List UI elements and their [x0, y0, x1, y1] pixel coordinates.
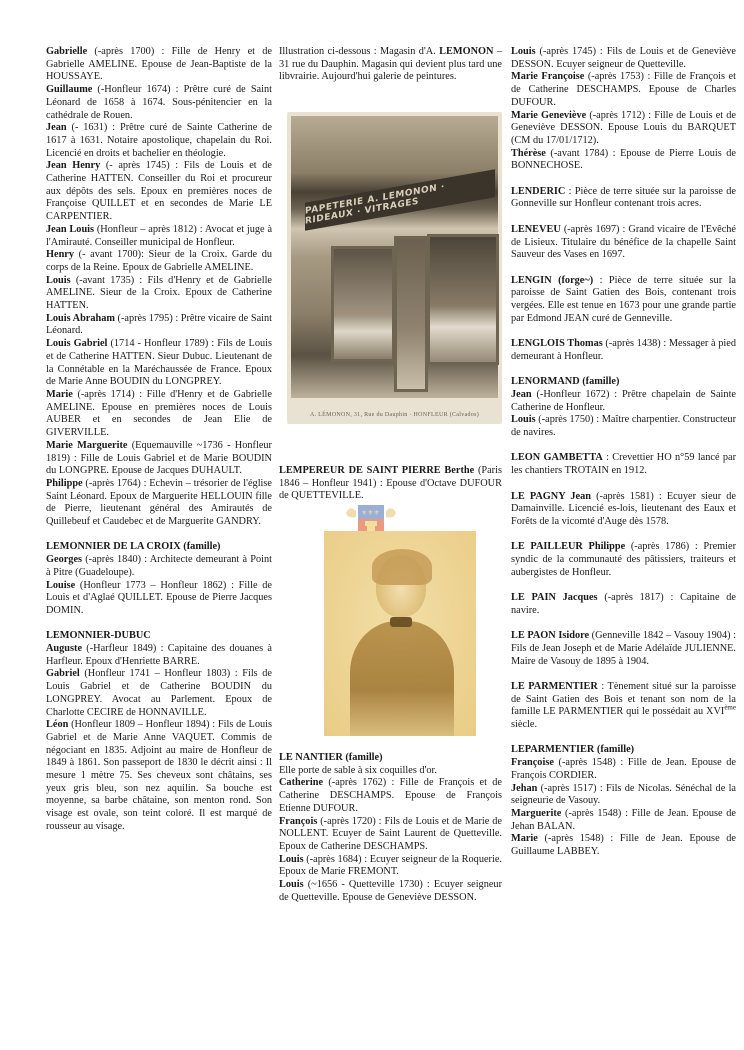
- entry-marie-leparmentier: Marie (-après 1548) : Fille de Jean. Epouse de Guillaume LABBEY.: [511, 833, 736, 858]
- entry-gabriel: Gabriel (Honfleur 1741 – Honfleur 1803) : Fils de Louis Gabriel et de Catherine BOUDIN du LONGPREY. Avocat au Parlement. Epoux de Charlotte CECIRE de HONNAVILLE.: [46, 668, 272, 718]
- shop-window-left: [331, 246, 395, 362]
- entry-gabrielle: Gabrielle (-après 1700) : Fille de Henry et de Gabrielle AMELINE. Epouse de Jean-Baptiste de la HOUSSAYE.: [46, 46, 272, 83]
- illustration-intro: Illustration ci-dessous : Magasin d'A. LEMONON – 31 rue du Dauphin. Magasin qui devient plus tard une libvrairie. Aujourd'hui galerie de peintures.: [279, 46, 502, 83]
- entry-louis-1730: Louis (~1656 - Quetteville 1730) : Ecuyer seigneur de Quetteville. Epouse de Geneviève DESSON.: [279, 879, 502, 903]
- column-3: [511, 46, 736, 859]
- entry-le-pailleur: LE PAILLEUR Philippe (-après 1786) : Premier syndic de la communauté des pâtissiers, traiteurs et aubergistes de Honfleur.: [511, 541, 737, 578]
- section-heading-lenormand: LENORMAND (famille): [511, 376, 620, 388]
- entry-jean-louis: Jean Louis (Honfleur – après 1812) : Avocat et juge à l'Amirauté. Conseiller municipal de Honfleur.: [46, 223, 273, 248]
- entry-leon: Léon (Honfleur 1809 – Honfleur 1894) : Fils de Louis Gabriel et de Marie Anne VAQUET. Commis de négociant en 1835. Adjoint au maire de Honfleur de 1849 à 1861. Son passeport de 1830 le décrit ainsi : Il mesure 1 mètre 75. Ses cheveux sont châtains, ses yeux gris bleu, son nez aquilin. Sa bouche est moyenne, sa barbe châtaine, son menton rond. Son visage est ovale, son teint coloré. Il est marqué de rousseur au visage.: [46, 719, 272, 832]
- section-heading-le-nantier: LE NANTIER (famille): [279, 752, 383, 763]
- entry-marie: Marie (-après 1714) : Fille d'Henry et de Gabrielle AMELINE. Epouse en premières noces de Louis AUBER et en secondes de Jean Elie de GIVERVILLE.: [46, 388, 272, 439]
- spacer: [511, 529, 736, 542]
- column-2-le-nantier: [279, 752, 502, 904]
- entry-marguerite: Marguerite (-après 1548) : Fille de Jean. Epouse de Jehan BALAN.: [511, 808, 736, 832]
- spacer: [511, 618, 736, 631]
- spacer: [511, 478, 736, 491]
- shop-sign: PAPETERIE A. LEMONON · RIDEAUX · VITRAGES: [305, 169, 495, 231]
- shop-door: [394, 236, 428, 392]
- portrait-photograph: [324, 531, 476, 736]
- entry-louis-lenormand: Louis (-après 1750) : Maître charpentier. Constructeur de navires.: [511, 414, 736, 439]
- spacer: [511, 262, 736, 275]
- section-heading-lemonnier-dubuc: LEMONNIER-DUBUC: [46, 630, 151, 642]
- column-2: [279, 46, 502, 84]
- shop-window-right: [427, 234, 499, 365]
- entry-georges: Georges (-après 1840) : Architecte demeurant à Point à Pitre (Guadeloupe).: [46, 554, 272, 578]
- entry-lenderic: LENDERIC : Pièce de terre située sur la paroisse de Gonneville sur Honfleur contenant trois acres.: [511, 185, 736, 210]
- entry-le-paon: LE PAON Isidore (Genneville 1842 – Vasouy 1904) : Fils de Jean Joseph et de Marie Adélaïde JULIENNE. Maire de Vasouy de 1895 à 1904.: [511, 630, 736, 667]
- spacer: [46, 618, 272, 631]
- entry-guillaume: Guillaume (-Honfleur 1674) : Prêtre curé de Saint Léonard de 1658 à 1674. Sous-pénitencier en la cathédrale de Rouen.: [46, 84, 272, 121]
- entry-francois: François (-après 1720) : Fils de Louis et de Marie de NOLLENT. Ecuyer de Saint Laurent de Quetteville. Epoux de Catherine DESCHAMPS.: [279, 815, 502, 852]
- entry-catherine: Catherine (-après 1762) : Fille de François et de Catherine DESCHAMPS. Epouse de François Etienne DUFOUR.: [279, 777, 502, 814]
- spacer: [511, 325, 736, 338]
- portrait-collar: [390, 617, 412, 627]
- entry-leneveu: LENEVEU (-après 1697) : Grand vicaire de l'Evêché de Lisieux. Titulaire du bénéfice de la chapelle Saint Sauveur des Vases en 1697.: [511, 223, 736, 261]
- spacer: [46, 529, 272, 542]
- section-heading-lemonnier-de-la-croix: LEMONNIER DE LA CROIX (famille): [46, 541, 221, 553]
- entry-louis-1745: Louis (-après 1745) : Fils de Louis et de Geneviève DESSON. Ecuyer seigneur de Quetteville.: [511, 46, 736, 70]
- entry-jean-lenormand: Jean (-Honfleur 1672) : Prêtre chapelain de Sainte Catherine de Honfleur.: [511, 388, 736, 413]
- shop-photo-image: [291, 116, 498, 398]
- entry-marie-marguerite: Marie Marguerite (Equemauville ~1736 - Honfleur 1819) : Fille de Louis Gabriel et de Marie BOUDIN du LONGPRE. Epouse de Jacques DUHAULT.: [46, 439, 272, 477]
- entry-le-pagny: LE PAGNY Jean (-après 1581) : Ecuyer sieur de Damainville. Licencié es-lois, lieutenant des Eaux et Forêts de la vicomté d'Auge dès 1578.: [511, 490, 736, 527]
- entry-louise: Louise (Honfleur 1773 – Honfleur 1862) : Fille de Louis et d'Aglaé QUILLET. Epouse de Pierre Jacques DOMIN.: [46, 579, 272, 616]
- spacer: [511, 579, 736, 592]
- spacer: [511, 440, 736, 453]
- spacer: [511, 211, 736, 224]
- entry-le-pain: LE PAIN Jacques (-après 1817) : Capitaine de navire.: [511, 592, 737, 616]
- section-heading-leparmentier: LEPARMENTIER (famille): [511, 744, 635, 756]
- spacer: [511, 364, 736, 377]
- portrait-body: [350, 621, 454, 736]
- column-2-lempereur: [279, 465, 502, 503]
- entry-le-parmentier: LE PARMENTIER : Tènement situé sur la paroisse de Saint Gatien des Bois et tenant son nom de la famille LE PARMENTIER qui le possédait au XVIème siècle.: [511, 680, 736, 731]
- entry-philippe: Philippe (-après 1764) : Echevin – trésorier de l'église Saint Léonard. Epoux de Marguerite HELLOUIN fille de Pierre, lieutenant général des Amirautés de Quillebeuf et Caudebec et de Marguerite GANDRY.: [46, 477, 272, 528]
- shop-photo-caption: A. LÉMONON, 31, Rue du Dauphin · HONFLEUR (Calvados): [309, 412, 480, 418]
- entry-francoise: Françoise (-après 1548) : Fille de Jean. Epouse de François CORDIER.: [511, 757, 736, 781]
- entry-louis-1684: Louis (-après 1684) : Ecuyer seigneur de la Roquerie. Epoux de Marie FREMONT.: [279, 853, 502, 878]
- entry-louis-gabriel: Louis Gabriel (1714 - Honfleur 1789) : Fils de Louis et de Catherine HATTEN. Sieur Dubuc. Lieutenant de la Connétable en la Maréchaussée de France. Epoux de Marie Anne BOUDIN du LONGPREY.: [46, 338, 272, 388]
- entry-lempereur: LEMPEREUR DE SAINT PIERRE Berthe (Paris 1846 – Honfleur 1941) : Epouse d'Octave DUFOUR de QUETTEVILLE.: [279, 465, 502, 502]
- entry-jean: Jean (- 1631) : Prêtre curé de Sainte Catherine de 1617 à 1631. Notaire apostolique, chapelain du Roi. Licencié en droits et bachelier en théologie.: [46, 122, 272, 159]
- entry-louis: Louis (-avant 1735) : Fils d'Henry et de Gabrielle AMELINE. Sieur de la Croix. Epoux de Catherine HATTEN.: [46, 274, 272, 312]
- entry-jean-henry: Jean Henry (- après 1745) : Fils de Louis et de Catherine HATTEN. Conseiller du Roi et procureur aux dépôts des sels. Epoux en premières noces de Françoise QUILLET et en secondes de Marie LE CARPENTIER.: [46, 160, 272, 223]
- column-1: [46, 46, 272, 834]
- shop-photograph: [287, 112, 502, 424]
- spacer: [511, 668, 736, 681]
- entry-marie-francoise: Marie Françoise (-après 1753) : Fille de François et de Catherine DESCHAMPS. Epouse de Charles DUFOUR.: [511, 71, 736, 108]
- spacer: [511, 732, 736, 745]
- entry-marie-genevieve: Marie Geneviève (-après 1712) : Fille de Louis et de Geneviève DESSON. Epouse Louis du BARQUET (CM du 17/01/1712).: [511, 109, 736, 146]
- entry-lenglois: LENGLOIS Thomas (-après 1438) : Messager à pied demeurant à Honfleur.: [511, 338, 736, 362]
- entry-jehan: Jehan (-après 1517) : Fils de Nicolas. Sénéchal de la seigneurie de Vasouy.: [511, 782, 736, 807]
- entry-therese: Thérèse (-avant 1784) : Epouse de Pierre Louis de BONNECHOSE.: [511, 147, 736, 172]
- spacer: [511, 173, 736, 186]
- portrait-hair: [372, 549, 432, 585]
- svg-text:⚜⚜⚜: ⚜⚜⚜: [361, 509, 380, 517]
- entry-henry: Henry (- avant 1700): Sieur de la Croix. Garde du corps de la Reine. Epoux de Gabrielle AMELINE.: [46, 249, 272, 273]
- entry-louis-abraham: Louis Abraham (-après 1795) : Prêtre vicaire de Saint Léonard.: [46, 312, 273, 337]
- entry-leon-gambetta: LEON GAMBETTA : Crevettier HO n°59 lancé par les chantiers TROTAIN en 1912.: [511, 452, 736, 477]
- entry-lengin: LENGIN (forge~) : Pièce de terre située sur la paroisse de Saint Gatien des Bois, contenant trois vergées. Elle est tenue en 1673 pour une grande partie par Edmond JEAN curé de Genneville.: [511, 274, 737, 324]
- entry-auguste: Auguste (-Harfleur 1849) : Capitaine des douanes à Harfleur. Epoux d'Henriette BARRE.: [46, 643, 272, 667]
- le-nantier-arms: Elle porte de sable à six coquilles d'or.: [279, 764, 437, 776]
